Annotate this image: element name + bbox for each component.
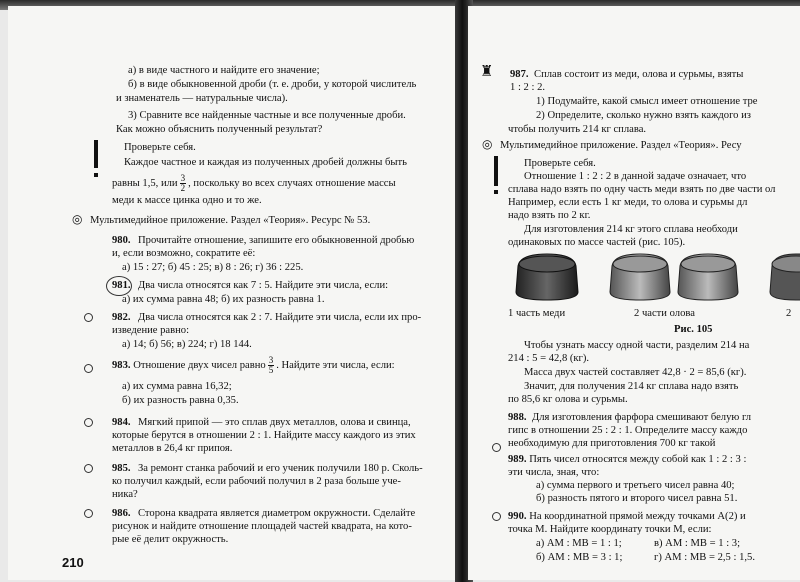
problem-text: чтобы получить 214 кг сплава. [508, 124, 647, 135]
check-title: Проверьте себя. [524, 158, 596, 169]
text-line: и знаменатель — натуральные числа). [116, 93, 288, 104]
figure-label: 2 части олова [634, 308, 695, 319]
problem-option: а) AM : MB = 1 : 1; [536, 538, 622, 549]
check-text: одинаковых по массе частей (рис. 105). [508, 237, 686, 248]
problem-text: б) их разность равна 0,35. [122, 395, 239, 406]
problem-number: 985. [112, 463, 131, 474]
multimedia-disc-icon: ◎ [72, 212, 83, 226]
problem-number: 981. [112, 280, 131, 291]
problem-text: За ремонт станка рабочий и его ученик получили 180 р. Сколь- [138, 463, 423, 474]
solution-text: по 85,6 кг олова и сурьмы. [508, 394, 628, 405]
problem-text: б) разность пятого и второго чисел равна 51. [536, 493, 738, 504]
check-text: меди к массе цинка одно и то же. [112, 195, 262, 206]
text-line: б) в виде обыкновенной дроби (т. е. дроби, у которой числитель [128, 79, 417, 90]
attention-mark-dot [494, 190, 498, 194]
attention-mark [494, 156, 498, 186]
problem-option: б) AM : MB = 3 : 1; [536, 552, 623, 563]
fraction: $\frac{3}{5}$ [268, 355, 274, 376]
problem-text: Сторона квадрата является диаметром окружности. Сделайте [138, 508, 416, 519]
multimedia-disc-icon: ◎ [482, 137, 493, 151]
problem-text: рые её делит окружность. [112, 534, 229, 545]
problem-text: 1) Подумайте, какой смысл имеет отношение тре [536, 96, 758, 107]
check-text: Отношение 1 : 2 : 2 в данной задаче означает, что [524, 171, 747, 182]
solution-text: Чтобы узнать массу одной части, разделим 214 на [524, 340, 750, 351]
check-text: сплава надо взять по одну часть меди взять по две части ол [508, 184, 776, 195]
text-line: 3) Сравните все найденные частные и все полученные дроби. [128, 110, 406, 121]
right-page [468, 6, 800, 580]
multimedia-link[interactable]: Мультимедийное приложение. Раздел «Теория». Ресурс № 53. [90, 215, 371, 226]
problem-text: необходимую для приготовления 700 кг такой [508, 438, 716, 449]
problem-text: гипс в отношении 25 : 2 : 1. Определите массу каждо [508, 425, 748, 436]
figure-label: 1 часть меди [508, 308, 566, 319]
problem-text: 1 : 2 : 2. [510, 82, 546, 93]
problem-text: 2) Определите, сколько нужно взять каждого из [536, 110, 751, 121]
problem-text: металлов в 26,4 кг припоя. [112, 443, 233, 454]
problem-text: 989. Пять чисел относятся между собой как 1 : 2 : 3 : [508, 454, 747, 465]
problem-number: 987. [510, 69, 529, 80]
problem-text: а) их сумма равна 16,32; [122, 381, 232, 392]
problem-text: Для изготовления фарфора смешивают белую гл [532, 412, 752, 423]
solution-text: Значит, для получения 214 кг сплава надо взять [524, 381, 739, 392]
problem-text: рисунок и найдите отношение площадей частей квадрата, на кото- [112, 521, 412, 532]
attention-mark [94, 140, 98, 168]
problem-text: изведение равно: [112, 325, 190, 336]
solution-text: Масса двух частей составляет 42,8 · 2 = 85,6 (кг). [524, 367, 747, 378]
problem-number: 986. [112, 508, 131, 519]
text-line: а) в виде частного и найдите его значение; [128, 65, 320, 76]
problem-number: 988. [508, 412, 527, 423]
difficulty-circle-icon [84, 418, 93, 427]
problem-text: Прочитайте отношение, запишите его обыкновенной дробью [138, 235, 415, 246]
problem-text: а) их сумма равна 48; б) их разность равна 1. [122, 294, 325, 305]
check-text: Каждое частное и каждая из полученных дробей должны быть [124, 157, 408, 168]
fraction: $\frac{3}{2}$ [180, 173, 186, 194]
problem-text: а) 14; б) 56; в) 224; г) 18 144. [122, 339, 252, 350]
problem-text: Два числа относятся как 7 : 5. Найдите эти числа, если: [138, 280, 389, 291]
difficulty-circle-icon [492, 512, 501, 521]
problem-text: которые берутся в отношении 2 : 1. Найдите массу каждого из этих [112, 430, 416, 441]
check-text: надо взять по 2 кг. [508, 210, 591, 221]
check-text: Например, если есть 1 кг меди, то олова и сурьмы дл [508, 197, 748, 208]
check-text: равны 1,5, или $\frac{3}{2}$ , поскольку во всех случаях отношение массы [112, 173, 396, 194]
problem-text: Два числа относятся как 2 : 7. Найдите эти числа, если их про- [138, 312, 422, 323]
page-number: 210 [62, 555, 84, 570]
graduate-figure-icon: ♜ [480, 64, 494, 80]
difficulty-circle-icon [84, 509, 93, 518]
difficulty-circle-icon [84, 313, 93, 322]
attention-mark-dot [94, 173, 98, 177]
problem-text: эти числа, зная, что: [508, 467, 600, 478]
problem-number: 982. [112, 312, 131, 323]
problem-number: 984. [112, 417, 131, 428]
problem-text: Мягкий припой — это сплав двух металлов, олова и свинца, [138, 417, 411, 428]
problem-text: 983. Отношение двух чисел равно $\frac{3}{5}$ . Найдите эти числа, если: [112, 355, 395, 376]
tin-blocks-image [606, 252, 746, 302]
difficulty-circle-icon [84, 464, 93, 473]
problem-text: а) 15 : 27; б) 45 : 25; в) 8 : 26; г) 36 : 225. [122, 262, 304, 273]
check-title: Проверьте себя. [124, 142, 196, 153]
left-page [8, 6, 460, 580]
solution-text: 214 : 5 = 42,8 (кг). [508, 353, 590, 364]
problem-text: ко получил каждый, если рабочий получил в 2 раза больше уче- [112, 476, 401, 487]
antimony-block-image [766, 252, 800, 302]
copper-block-image [512, 252, 582, 302]
difficulty-circle-icon [84, 364, 93, 373]
check-text: Для изготовления 214 кг этого сплава необходи [524, 224, 738, 235]
difficulty-circle-icon [492, 443, 501, 452]
problem-option: г) AM : MB = 2,5 : 1,5. [654, 552, 755, 563]
figure-label: 2 [786, 308, 792, 319]
problem-text: 990. На координатной прямой между точками A(2) и [508, 511, 746, 522]
problem-option: в) AM : MB = 1 : 3; [654, 538, 741, 549]
figure-caption: Рис. 105 [674, 324, 713, 335]
problem-number: 980. [112, 235, 131, 246]
problem-text: точка M. Найдите координату точки M, если: [508, 524, 712, 535]
problem-text: и, если возможно, сократите её: [112, 248, 256, 259]
text-line: Как можно объяснить полученный результат? [116, 124, 323, 135]
problem-text: Сплав состоит из меди, олова и сурьмы, взяты [534, 69, 744, 80]
problem-text: ника? [112, 489, 138, 500]
problem-text: а) сумма первого и третьего чисел равна 40; [536, 480, 735, 491]
multimedia-link[interactable]: Мультимедийное приложение. Раздел «Теория». Ресу [500, 140, 742, 151]
